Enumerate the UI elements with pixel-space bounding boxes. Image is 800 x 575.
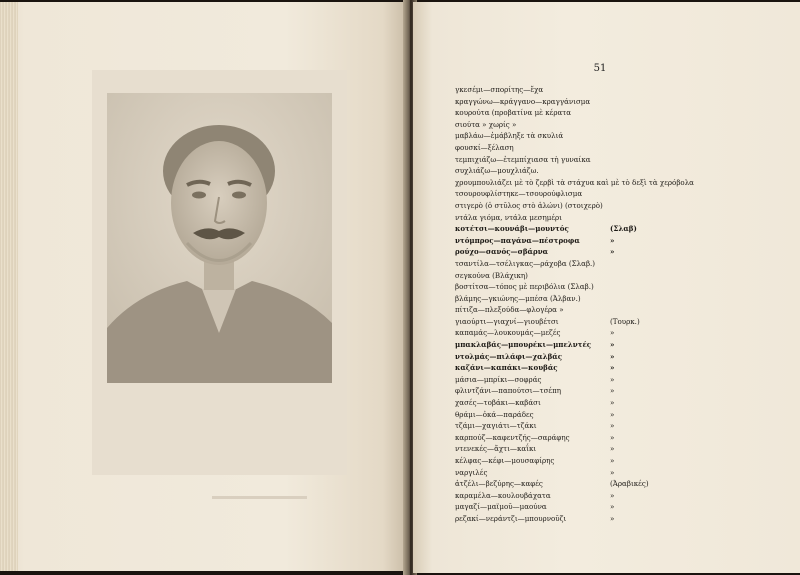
- line-text: καζάνι—καπάκι—κουβάς: [455, 363, 558, 373]
- line-origin-tag: »: [610, 467, 615, 477]
- line-origin-tag: (Ἀραβικές): [610, 479, 649, 489]
- text-line: [455, 212, 790, 224]
- text-line: [455, 304, 790, 316]
- line-text: μάσια—μπρίκι—σοφράς: [455, 374, 542, 384]
- caption-strip: [212, 496, 307, 499]
- line-text: κουρούτα (προβατίνα μὲ κέρατα: [455, 108, 572, 118]
- text-line: [455, 501, 790, 513]
- line-text: βλάμης—γκιώνης—μπέσα (Ἀλβαν.): [455, 293, 581, 303]
- line-origin-tag: »: [610, 456, 615, 465]
- text-line: [455, 362, 790, 374]
- line-text: γιαούρτι—γιαχνί—γιουβέτσι: [455, 316, 559, 326]
- line-origin-tag: (Τουρκ.): [610, 316, 640, 326]
- line-text: θράμι—ὀκά—παράδες: [455, 409, 534, 419]
- line-text: ρεζακί—νεράντζι—μπουρνοῦζι: [455, 513, 567, 523]
- line-text: ἀτζέλι—βεζύρης—καφές: [455, 479, 543, 489]
- line-text: στιγερὸ (ὁ στῦλος στὸ ἁλώνι) (στοιχερὸ): [455, 200, 603, 210]
- line-origin-tag: »: [610, 490, 615, 500]
- line-text: καραμέλα—κουλουβάχατα: [455, 490, 551, 500]
- text-line: [455, 432, 790, 444]
- line-text: γκεσέμι—σπορίτης—ἔχα: [455, 85, 544, 94]
- line-text: κοτέτσι—κουνάβι—μουντός: [455, 224, 569, 234]
- line-text: χρουμπουλιάζει μὲ τὸ ζερβὶ τὰ στάχυα καὶ μὲ τὸ δεξὶ τὰ χερόβολα: [455, 177, 694, 187]
- line-text: καρπούζ—καφεντζής—σαράφης: [455, 432, 570, 442]
- line-text: σιούτα » χωρίς »: [455, 119, 517, 129]
- line-origin-tag: »: [610, 421, 615, 431]
- text-line: [455, 142, 790, 154]
- text-line: [455, 130, 790, 142]
- line-text: καπαμάς—λουκουμάς—μεζές: [455, 328, 561, 338]
- line-text: τεμπιχιάζω—ἐτεμπίχιασα τὴ γυναίκα: [455, 154, 591, 164]
- line-text: ντόμπρος—παγάνα—πέστροφα: [455, 235, 580, 245]
- line-text: ρούχο—σανός—σβάρνα: [455, 247, 549, 257]
- line-origin-tag: »: [610, 247, 615, 257]
- word-list: [455, 84, 790, 525]
- line-origin-tag: »: [610, 513, 615, 523]
- line-origin-tag: »: [610, 386, 615, 396]
- text-line: [455, 200, 790, 212]
- text-line: [455, 293, 790, 305]
- line-text: ναργιλές: [455, 467, 488, 477]
- line-text: κέλφας—κέφι—μουσαφίρης: [455, 456, 555, 465]
- line-origin-tag: »: [610, 363, 615, 373]
- text-line: [455, 455, 790, 467]
- line-text: φλιντζάνι—παπούτσι—τσέπη: [455, 386, 561, 396]
- line-text: φουσκί—ξέλαση: [455, 142, 514, 152]
- line-text: μπακλαβάς—μπουρέκι—μπελντές: [455, 340, 592, 350]
- text-line: [455, 467, 790, 479]
- line-origin-tag: »: [610, 351, 615, 361]
- line-text: κραγγώνω—κράγγανο—κραγγάνισμα: [455, 96, 591, 106]
- line-text: μαγαζί—μαϊμοῦ—μαούνα: [455, 502, 547, 512]
- line-origin-tag: »: [610, 398, 615, 408]
- line-text: σεγκούνα (Βλάχικη): [455, 270, 528, 280]
- line-text: ντάλα γιόμα, ντάλα μεσημέρι: [455, 212, 562, 222]
- text-line: [455, 84, 790, 96]
- text-line: [455, 107, 790, 119]
- text-line: [455, 270, 790, 282]
- line-origin-tag: »: [610, 444, 615, 454]
- line-origin-tag: »: [610, 374, 615, 384]
- portrait-photo: [107, 93, 332, 383]
- line-origin-tag: (Σλαβ): [610, 224, 637, 234]
- page-number: 51: [593, 63, 607, 74]
- text-line: [455, 374, 790, 386]
- line-text: τζάμι—χαγιάτι—τζάκι: [455, 421, 537, 431]
- line-origin-tag: »: [610, 340, 615, 350]
- line-origin-tag: »: [610, 432, 615, 442]
- text-line: [455, 339, 790, 351]
- text-line: [455, 154, 790, 166]
- text-line: [455, 165, 790, 177]
- line-origin-tag: »: [610, 409, 615, 419]
- text-line: [455, 235, 790, 247]
- text-line: [455, 177, 790, 189]
- line-text: συχλιάζω—μουχλιάζω.: [455, 166, 539, 176]
- text-line: [455, 420, 790, 432]
- text-line: [455, 223, 790, 235]
- line-text: μαβλάω—ἐμάβληξε τὰ σκυλιά: [455, 131, 564, 141]
- text-line: [455, 258, 790, 270]
- text-line: [455, 316, 790, 328]
- line-text: τσουρουφλίστηκε—τσουρούφλισμα: [455, 189, 583, 199]
- text-line: [455, 119, 790, 131]
- line-text: πίτιζα—πλεξούδα—φλογέρα »: [455, 305, 564, 315]
- page-edges: [0, 2, 18, 571]
- line-origin-tag: »: [610, 235, 615, 245]
- text-line: [455, 490, 790, 502]
- text-line: [455, 385, 790, 397]
- line-origin-tag: »: [610, 328, 615, 338]
- text-line: [455, 397, 790, 409]
- text-line: [455, 478, 790, 490]
- text-line: [455, 513, 790, 525]
- line-origin-tag: »: [610, 502, 615, 512]
- portrait-figure-icon: [107, 93, 332, 383]
- text-line: [455, 188, 790, 200]
- text-line: [455, 409, 790, 421]
- line-text: χασές—τοβάκι—καβάσι: [455, 398, 541, 408]
- text-line: [455, 327, 790, 339]
- text-line: [455, 96, 790, 108]
- line-text: ντολμάς—πιλάφι—χαλβάς: [455, 351, 563, 361]
- text-line: [455, 443, 790, 455]
- line-text: βοστίτσα—τόπος μὲ περιβόλια (Σλαβ.): [455, 282, 594, 292]
- text-line: [455, 351, 790, 363]
- line-text: τσαντίλα—τσέλιγκας—ράχοβα (Σλαβ.): [455, 258, 596, 268]
- text-line: [455, 246, 790, 258]
- line-text: ντενεκές—ἄχτι—καΐκι: [455, 444, 537, 454]
- text-line: [455, 281, 790, 293]
